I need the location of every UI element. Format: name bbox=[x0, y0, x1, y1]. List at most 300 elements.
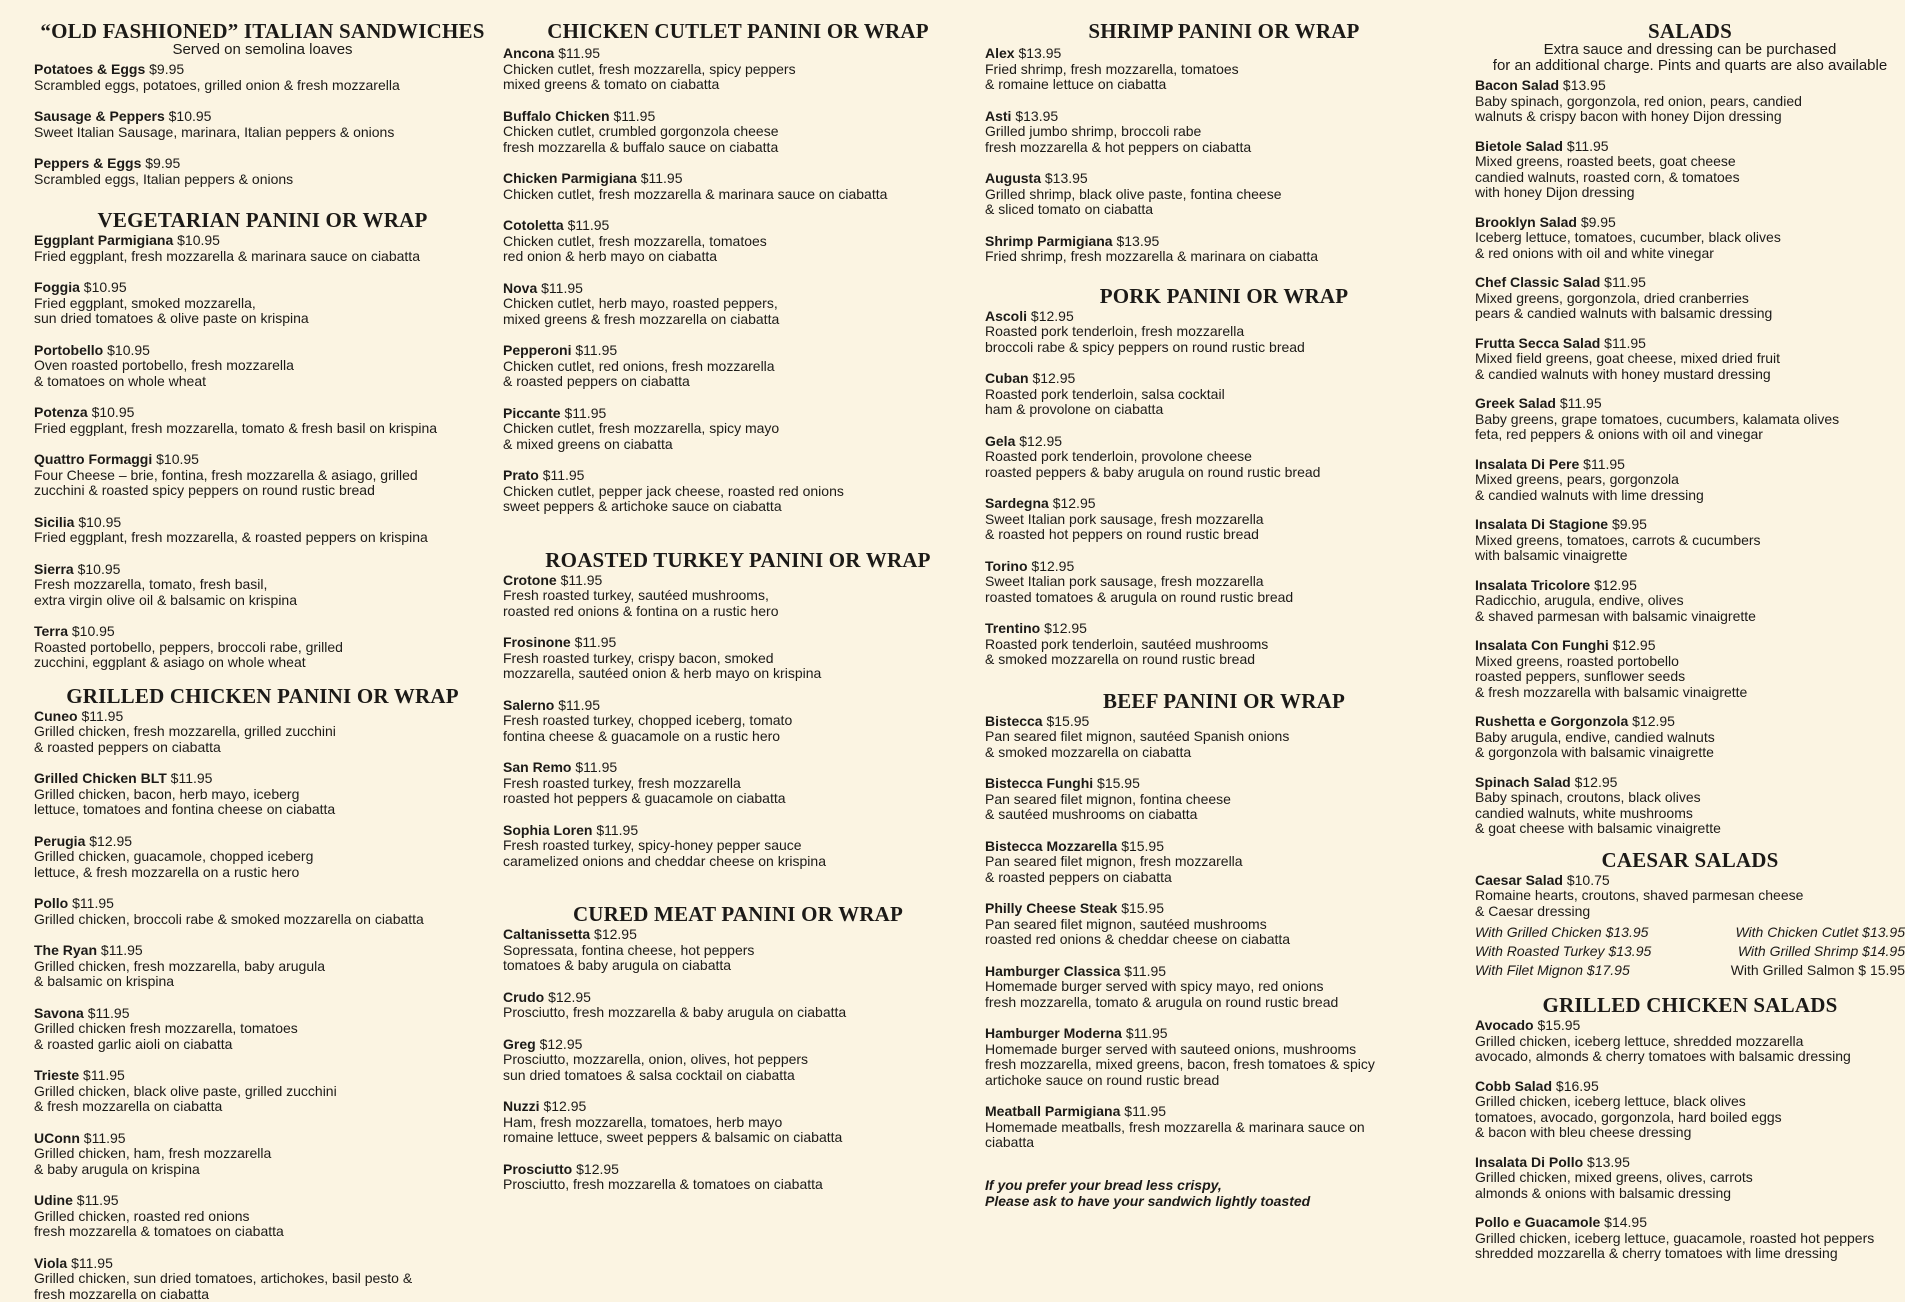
item-name: Crudo bbox=[503, 989, 544, 1005]
menu-item bbox=[503, 1099, 973, 1146]
item-name: Terra bbox=[34, 623, 68, 639]
menu-item bbox=[1475, 275, 1905, 322]
menu-item bbox=[34, 771, 491, 818]
menu-item bbox=[503, 343, 973, 390]
section-title: GRILLED CHICKEN PANINI OR WRAP bbox=[34, 685, 491, 707]
menu-item-header bbox=[503, 760, 973, 776]
item-price: $11.95 bbox=[1567, 138, 1609, 154]
item-price: $10.95 bbox=[78, 514, 121, 530]
menu-section bbox=[34, 20, 491, 187]
item-description: Prosciutto, mozzarella, onion, olives, hot peppers sun dried tomatoes & salsa cocktail on ciabatta bbox=[503, 1052, 973, 1083]
menu-item-header bbox=[1475, 1079, 1905, 1095]
menu-item-header bbox=[1475, 578, 1905, 594]
item-price: $9.95 bbox=[149, 61, 184, 77]
menu-item-header bbox=[34, 624, 491, 640]
item-description: Roasted pork tenderloin, provolone cheese roasted peppers & baby arugula on round rustic bread bbox=[985, 449, 1463, 480]
item-price: $12.95 bbox=[548, 989, 591, 1005]
item-price: $11.95 bbox=[171, 770, 213, 786]
item-description: Chicken cutlet, fresh mozzarella, spicy peppers mixed greens & tomato on ciabatta bbox=[503, 62, 973, 93]
addon-price: $13.95 bbox=[1606, 924, 1649, 940]
item-price: $11.95 bbox=[71, 1255, 113, 1271]
item-description: Sweet Italian Sausage, marinara, Italian peppers & onions bbox=[34, 125, 491, 141]
menu-item bbox=[985, 234, 1463, 265]
menu-item bbox=[1475, 578, 1905, 625]
menu-section bbox=[1475, 20, 1905, 837]
menu-section bbox=[34, 209, 491, 671]
menu-item bbox=[1475, 638, 1905, 700]
item-description: Fried eggplant, fresh mozzarella & marinara sauce on ciabatta bbox=[34, 249, 491, 265]
section-title: ROASTED TURKEY PANINI OR WRAP bbox=[503, 549, 973, 571]
menu-item-header bbox=[34, 343, 491, 359]
menu-item-header bbox=[34, 709, 491, 725]
menu-item bbox=[34, 1068, 491, 1115]
item-price: $11.95 bbox=[1560, 395, 1602, 411]
menu-item-header bbox=[1475, 1018, 1905, 1034]
menu-item bbox=[985, 171, 1463, 218]
item-description: Grilled chicken, fresh mozzarella, baby arugula & balsamic on krispina bbox=[34, 959, 491, 990]
menu-item-header bbox=[503, 698, 973, 714]
item-description: Mixed greens, pears, gorgonzola & candied walnuts with lime dressing bbox=[1475, 472, 1905, 503]
menu-item bbox=[1475, 1215, 1905, 1262]
item-price: $11.95 bbox=[77, 1192, 119, 1208]
item-price: $12.95 bbox=[594, 926, 637, 942]
addon-label: With Grilled Salmon bbox=[1731, 962, 1855, 978]
menu-item bbox=[503, 109, 973, 156]
item-description: Pan seared filet mignon, sautéed Spanish onions & smoked mozzarella on ciabatta bbox=[985, 729, 1463, 760]
item-price: $15.95 bbox=[1538, 1017, 1581, 1033]
addon-price: $13.95 bbox=[1608, 943, 1651, 959]
item-description: Homemade burger served with sauteed onions, mushrooms fresh mozzarella, mixed greens, bacon, fresh tomatoes & spicy artichoke sauce on round rustic bread bbox=[985, 1042, 1463, 1089]
item-name: Potenza bbox=[34, 404, 88, 420]
addon-label: With Grilled Chicken bbox=[1475, 924, 1602, 940]
menu-section bbox=[503, 549, 973, 870]
menu-item-header bbox=[503, 823, 973, 839]
menu-item-header bbox=[34, 62, 491, 78]
menu-section bbox=[503, 903, 973, 1193]
item-name: Cobb Salad bbox=[1475, 1078, 1552, 1094]
item-description: Roasted portobello, peppers, broccoli rabe, grilled zucchini, eggplant & asiago on whole wheat bbox=[34, 640, 491, 671]
item-price: $10.95 bbox=[84, 279, 127, 295]
item-name: Sausage & Peppers bbox=[34, 108, 165, 124]
item-description: Chicken cutlet, fresh mozzarella, spicy mayo & mixed greens on ciabatta bbox=[503, 421, 973, 452]
menu-item-header bbox=[985, 1026, 1463, 1042]
item-description: Roasted pork tenderloin, salsa cocktail ham & provolone on ciabatta bbox=[985, 387, 1463, 418]
menu-item bbox=[34, 1193, 491, 1240]
menu-item-header bbox=[985, 776, 1463, 792]
item-price: $12.95 bbox=[1031, 558, 1074, 574]
item-name: Piccante bbox=[503, 405, 561, 421]
menu-item bbox=[1475, 78, 1905, 125]
item-name: UConn bbox=[34, 1130, 80, 1146]
section-subtitle: Served on semolina loaves bbox=[34, 42, 491, 58]
item-name: Ascoli bbox=[985, 308, 1027, 324]
menu-item bbox=[985, 46, 1463, 93]
item-price: $12.95 bbox=[1019, 433, 1062, 449]
menu-item-header bbox=[1475, 336, 1905, 352]
item-price: $9.95 bbox=[1581, 214, 1616, 230]
menu-item-header bbox=[985, 714, 1463, 730]
item-price: $12.95 bbox=[1613, 637, 1656, 653]
menu-column-1 bbox=[34, 20, 491, 1302]
item-name: Insalata Tricolore bbox=[1475, 577, 1590, 593]
menu-item bbox=[1475, 714, 1905, 761]
item-description: Mixed field greens, goat cheese, mixed dried fruit & candied walnuts with honey mustard dressing bbox=[1475, 351, 1905, 382]
menu-item bbox=[985, 109, 1463, 156]
item-description: Grilled chicken, black olive paste, grilled zucchini & fresh mozzarella on ciabatta bbox=[34, 1084, 491, 1115]
item-description: Prosciutto, fresh mozzarella & tomatoes on ciabatta bbox=[503, 1177, 973, 1193]
menu-item bbox=[1475, 396, 1905, 443]
item-name: Shrimp Parmigiana bbox=[985, 233, 1113, 249]
item-description: Baby greens, grape tomatoes, cucumbers, kalamata olives feta, red peppers & onions with oil and vinegar bbox=[1475, 412, 1905, 443]
item-name: Pepperoni bbox=[503, 342, 571, 358]
menu-item-header bbox=[503, 171, 973, 187]
item-description: Pan seared filet mignon, fresh mozzarella & roasted peppers on ciabatta bbox=[985, 854, 1463, 885]
menu-item bbox=[985, 1026, 1463, 1088]
menu-item-header bbox=[503, 109, 973, 125]
item-name: Spinach Salad bbox=[1475, 774, 1571, 790]
item-description: Mixed greens, tomatoes, carrots & cucumbers with balsamic vinaigrette bbox=[1475, 533, 1905, 564]
item-description: Grilled chicken fresh mozzarella, tomatoes & roasted garlic aioli on ciabatta bbox=[34, 1021, 491, 1052]
addon-option bbox=[1475, 924, 1690, 940]
item-description: Grilled chicken, bacon, herb mayo, iceberg lettuce, tomatoes and fontina cheese on ciabatta bbox=[34, 787, 491, 818]
addon-label: With Grilled Shrimp bbox=[1738, 943, 1858, 959]
item-name: Nuzzi bbox=[503, 1098, 540, 1114]
menu-section bbox=[985, 20, 1463, 265]
menu-item bbox=[985, 964, 1463, 1011]
menu-item bbox=[503, 171, 973, 202]
menu-item bbox=[503, 406, 973, 453]
item-price: $10.75 bbox=[1567, 872, 1610, 888]
item-name: San Remo bbox=[503, 759, 571, 775]
item-name: Cuneo bbox=[34, 708, 78, 724]
item-name: Greek Salad bbox=[1475, 395, 1556, 411]
menu-column-2 bbox=[503, 20, 973, 1302]
item-price: $12.95 bbox=[576, 1161, 619, 1177]
item-name: Quattro Formaggi bbox=[34, 451, 152, 467]
item-name: Eggplant Parmigiana bbox=[34, 232, 173, 248]
menu-item bbox=[985, 559, 1463, 606]
item-name: Chicken Parmigiana bbox=[503, 170, 637, 186]
item-name: Caesar Salad bbox=[1475, 872, 1563, 888]
item-price: $12.95 bbox=[1575, 774, 1618, 790]
addon-price: $ 15.95 bbox=[1858, 962, 1905, 978]
menu-item-header bbox=[503, 46, 973, 62]
item-name: The Ryan bbox=[34, 942, 97, 958]
item-price: $11.95 bbox=[541, 280, 583, 296]
menu-item-header bbox=[34, 1006, 491, 1022]
item-description: Fried shrimp, fresh mozzarella, tomatoes & romaine lettuce on ciabatta bbox=[985, 62, 1463, 93]
menu-item-header bbox=[1475, 215, 1905, 231]
menu-item-header bbox=[503, 406, 973, 422]
menu-item-header bbox=[34, 1193, 491, 1209]
menu-item-header bbox=[1475, 396, 1905, 412]
section-title: GRILLED CHICKEN SALADS bbox=[1475, 994, 1905, 1016]
menu-item-header bbox=[503, 1037, 973, 1053]
menu-item-header bbox=[503, 343, 973, 359]
item-name: Trieste bbox=[34, 1067, 79, 1083]
menu-item-header bbox=[985, 309, 1463, 325]
menu-item-header bbox=[985, 621, 1463, 637]
item-price: $11.95 bbox=[84, 1130, 126, 1146]
menu-item bbox=[34, 405, 491, 436]
menu-item bbox=[34, 709, 491, 756]
item-description: Scrambled eggs, potatoes, grilled onion & fresh mozzarella bbox=[34, 78, 491, 94]
item-description: Fresh roasted turkey, spicy-honey pepper sauce caramelized onions and cheddar cheese on krispina bbox=[503, 838, 973, 869]
item-price: $12.95 bbox=[1032, 370, 1075, 386]
menu-item bbox=[1475, 215, 1905, 262]
item-name: Bistecca Funghi bbox=[985, 775, 1093, 791]
item-name: Brooklyn Salad bbox=[1475, 214, 1577, 230]
menu-item bbox=[1475, 336, 1905, 383]
menu-item bbox=[34, 1131, 491, 1178]
item-price: $10.95 bbox=[92, 404, 135, 420]
item-description: Fresh roasted turkey, chopped iceberg, tomato fontina cheese & guacamole on a rustic hero bbox=[503, 713, 973, 744]
item-price: $12.95 bbox=[89, 833, 132, 849]
item-price: $13.95 bbox=[1563, 77, 1606, 93]
addon-option bbox=[1475, 962, 1690, 978]
item-description: Chicken cutlet, pepper jack cheese, roasted red onions sweet peppers & artichoke sauce on ciabatta bbox=[503, 484, 973, 515]
item-description: Scrambled eggs, Italian peppers & onions bbox=[34, 172, 491, 188]
section-title: CAESAR SALADS bbox=[1475, 849, 1905, 871]
menu-item bbox=[34, 896, 491, 927]
item-price: $12.95 bbox=[1594, 577, 1637, 593]
bread-toasting-note: If you prefer your bread less crispy, Please ask to have your sandwich lightly toasted bbox=[985, 1177, 1463, 1209]
item-description: Mixed greens, roasted beets, goat cheese candied walnuts, roasted corn, & tomatoes with honey Dijon dressing bbox=[1475, 154, 1905, 201]
menu-column-4 bbox=[1475, 20, 1905, 1302]
item-name: Grilled Chicken BLT bbox=[34, 770, 167, 786]
item-price: $13.95 bbox=[1045, 170, 1088, 186]
menu-item-header bbox=[34, 896, 491, 912]
item-name: Insalata Di Pere bbox=[1475, 456, 1579, 472]
item-price: $13.95 bbox=[1587, 1154, 1630, 1170]
menu-item-header bbox=[985, 901, 1463, 917]
menu-item-header bbox=[985, 371, 1463, 387]
menu-item bbox=[1475, 1018, 1905, 1065]
menu-item bbox=[985, 621, 1463, 668]
item-description: Sopressata, fontina cheese, hot peppers tomatoes & baby arugula on ciabatta bbox=[503, 943, 973, 974]
item-name: Greg bbox=[503, 1036, 536, 1052]
item-description: Oven roasted portobello, fresh mozzarella & tomatoes on whole wheat bbox=[34, 358, 491, 389]
item-description: Fried eggplant, fresh mozzarella, & roasted peppers on krispina bbox=[34, 530, 491, 546]
menu-item bbox=[34, 233, 491, 264]
item-price: $12.95 bbox=[540, 1036, 583, 1052]
menu-section bbox=[1475, 994, 1905, 1262]
item-price: $14.95 bbox=[1604, 1214, 1647, 1230]
item-price: $11.95 bbox=[81, 708, 123, 724]
item-price: $15.95 bbox=[1121, 900, 1164, 916]
item-description: Fresh roasted turkey, fresh mozzarella roasted hot peppers & guacamole on ciabatta bbox=[503, 776, 973, 807]
item-description: Fresh mozzarella, tomato, fresh basil, extra virgin olive oil & balsamic on krispina bbox=[34, 577, 491, 608]
menu-item-header bbox=[503, 573, 973, 589]
menu-item bbox=[985, 901, 1463, 948]
item-name: Trentino bbox=[985, 620, 1040, 636]
item-price: $11.95 bbox=[1583, 456, 1625, 472]
item-price: $12.95 bbox=[1053, 495, 1096, 511]
addon-option bbox=[1690, 962, 1905, 978]
menu-item-header bbox=[503, 468, 973, 484]
menu-item-header bbox=[503, 218, 973, 234]
menu-item bbox=[1475, 1155, 1905, 1202]
item-name: Sophia Loren bbox=[503, 822, 592, 838]
menu-item-header bbox=[1475, 1155, 1905, 1171]
addon-price: $13.95 bbox=[1862, 924, 1905, 940]
item-description: Chicken cutlet, red onions, fresh mozzarella & roasted peppers on ciabatta bbox=[503, 359, 973, 390]
menu-item bbox=[1475, 873, 1905, 920]
item-price: $9.95 bbox=[145, 155, 180, 171]
menu-item-header bbox=[34, 771, 491, 787]
menu-item bbox=[985, 371, 1463, 418]
item-description: Grilled chicken, ham, fresh mozzarella & baby arugula on krispina bbox=[34, 1146, 491, 1177]
menu-item-header bbox=[34, 1068, 491, 1084]
section-title: SHRIMP PANINI OR WRAP bbox=[985, 20, 1463, 42]
menu-item-header bbox=[34, 515, 491, 531]
item-name: Augusta bbox=[985, 170, 1041, 186]
menu-item-header bbox=[985, 109, 1463, 125]
item-description: Sweet Italian pork sausage, fresh mozzarella roasted tomatoes & arugula on round rustic bread bbox=[985, 574, 1463, 605]
item-price: $11.95 bbox=[101, 942, 143, 958]
addon-price: $17.95 bbox=[1587, 962, 1630, 978]
item-price: $13.95 bbox=[1018, 45, 1061, 61]
item-description: Chicken cutlet, fresh mozzarella, tomatoes red onion & herb mayo on ciabatta bbox=[503, 234, 973, 265]
menu-item bbox=[1475, 517, 1905, 564]
item-description: Fried eggplant, smoked mozzarella, sun dried tomatoes & olive paste on krispina bbox=[34, 296, 491, 327]
item-price: $11.95 bbox=[1126, 1025, 1168, 1041]
item-name: Savona bbox=[34, 1005, 84, 1021]
addon-option bbox=[1475, 943, 1690, 959]
menu-item-header bbox=[503, 990, 973, 1006]
menu-item bbox=[34, 62, 491, 93]
item-name: Pollo e Guacamole bbox=[1475, 1214, 1600, 1230]
item-name: Bistecca Mozzarella bbox=[985, 838, 1117, 854]
item-price: $10.95 bbox=[107, 342, 150, 358]
item-price: $12.95 bbox=[1031, 308, 1074, 324]
caesar-addons bbox=[1475, 924, 1905, 978]
menu-item bbox=[985, 309, 1463, 356]
menu-column-3 bbox=[985, 20, 1463, 1302]
item-name: Bietole Salad bbox=[1475, 138, 1563, 154]
item-name: Insalata Di Stagione bbox=[1475, 516, 1608, 532]
item-description: Mixed greens, roasted portobello roasted peppers, sunflower seeds & fresh mozzarella with balsamic vinaigrette bbox=[1475, 654, 1905, 701]
menu-item bbox=[1475, 775, 1905, 837]
item-name: Pollo bbox=[34, 895, 68, 911]
item-price: $10.95 bbox=[169, 108, 212, 124]
menu-item-header bbox=[1475, 714, 1905, 730]
menu-item-header bbox=[34, 280, 491, 296]
menu-item bbox=[1475, 457, 1905, 504]
menu-item bbox=[503, 218, 973, 265]
item-name: Foggia bbox=[34, 279, 80, 295]
menu-item-header bbox=[34, 1256, 491, 1272]
item-name: Insalata Con Funghi bbox=[1475, 637, 1609, 653]
menu-section bbox=[34, 685, 491, 1302]
menu-item bbox=[34, 943, 491, 990]
item-price: $13.95 bbox=[1015, 108, 1058, 124]
menu-item-header bbox=[34, 943, 491, 959]
menu-item-header bbox=[1475, 275, 1905, 291]
item-price: $12.95 bbox=[1044, 620, 1087, 636]
menu-item bbox=[503, 573, 973, 620]
item-description: Ham, fresh mozzarella, tomatoes, herb mayo romaine lettuce, sweet peppers & balsamic on ciabatta bbox=[503, 1115, 973, 1146]
item-description: Grilled chicken, iceberg lettuce, shredded mozzarella avocado, almonds & cherry tomatoes with balsamic dressing bbox=[1475, 1034, 1905, 1065]
item-name: Cotoletta bbox=[503, 217, 564, 233]
item-price: $12.95 bbox=[543, 1098, 586, 1114]
item-name: Bistecca bbox=[985, 713, 1043, 729]
menu-item bbox=[1475, 139, 1905, 201]
item-name: Frosinone bbox=[503, 634, 571, 650]
item-name: Prosciutto bbox=[503, 1161, 572, 1177]
menu-item-header bbox=[34, 233, 491, 249]
menu-item-header bbox=[985, 964, 1463, 980]
menu-item-header bbox=[985, 234, 1463, 250]
menu-section bbox=[985, 285, 1463, 668]
menu-item-header bbox=[985, 496, 1463, 512]
item-description: Romaine hearts, croutons, shaved parmesan cheese & Caesar dressing bbox=[1475, 888, 1905, 919]
section-title: SALADS bbox=[1475, 20, 1905, 42]
item-description: Mixed greens, gorgonzola, dried cranberries pears & candied walnuts with balsamic dressing bbox=[1475, 291, 1905, 322]
item-name: Viola bbox=[34, 1255, 67, 1271]
menu-item bbox=[503, 46, 973, 93]
item-name: Meatball Parmigiana bbox=[985, 1103, 1120, 1119]
item-name: Sicilia bbox=[34, 514, 74, 530]
item-description: Grilled chicken, iceberg lettuce, black olives tomatoes, avocado, gorgonzola, hard boiled eggs & bacon with bleu cheese dressing bbox=[1475, 1094, 1905, 1141]
menu-item-header bbox=[34, 156, 491, 172]
item-description: Grilled chicken, fresh mozzarella, grilled zucchini & roasted peppers on ciabatta bbox=[34, 724, 491, 755]
item-description: Fried eggplant, fresh mozzarella, tomato & fresh basil on krispina bbox=[34, 421, 491, 437]
item-description: Baby arugula, endive, candied walnuts & gorgonzola with balsamic vinaigrette bbox=[1475, 730, 1905, 761]
menu-item-header bbox=[985, 46, 1463, 62]
item-description: Grilled shrimp, black olive paste, fontina cheese & sliced tomato on ciabatta bbox=[985, 187, 1463, 218]
item-description: Baby spinach, gorgonzola, red onion, pears, candied walnuts & crispy bacon with honey Dijon dressing bbox=[1475, 94, 1905, 125]
menu-item bbox=[985, 776, 1463, 823]
item-price: $11.95 bbox=[568, 217, 610, 233]
section-title: VEGETARIAN PANINI OR WRAP bbox=[34, 209, 491, 231]
menu-item bbox=[503, 635, 973, 682]
item-price: $11.95 bbox=[575, 634, 617, 650]
menu-item-header bbox=[1475, 638, 1905, 654]
item-description: Radicchio, arugula, endive, olives & shaved parmesan with balsamic vinaigrette bbox=[1475, 593, 1905, 624]
item-description: Fresh roasted turkey, crispy bacon, smoked mozzarella, sautéed onion & herb mayo on krispina bbox=[503, 651, 973, 682]
menu-item bbox=[503, 823, 973, 870]
item-name: Gela bbox=[985, 433, 1015, 449]
item-name: Potatoes & Eggs bbox=[34, 61, 145, 77]
item-name: Buffalo Chicken bbox=[503, 108, 610, 124]
item-description: Homemade burger served with spicy mayo, red onions fresh mozzarella, tomato & arugula on round rustic bread bbox=[985, 979, 1463, 1010]
item-price: $11.95 bbox=[641, 170, 683, 186]
item-price: $12.95 bbox=[1632, 713, 1675, 729]
menu-item-header bbox=[1475, 139, 1905, 155]
section-title: CURED MEAT PANINI OR WRAP bbox=[503, 903, 973, 925]
item-name: Avocado bbox=[1475, 1017, 1534, 1033]
menu-item bbox=[34, 1256, 491, 1302]
item-description: Pan seared filet mignon, fontina cheese & sautéed mushrooms on ciabatta bbox=[985, 792, 1463, 823]
menu-item bbox=[34, 156, 491, 187]
menu-item bbox=[503, 1162, 973, 1193]
menu-item bbox=[34, 280, 491, 327]
addon-label: With Roasted Turkey bbox=[1475, 943, 1605, 959]
menu-item bbox=[503, 698, 973, 745]
addon-option bbox=[1690, 924, 1905, 940]
menu-item-header bbox=[503, 927, 973, 943]
item-name: Sardegna bbox=[985, 495, 1049, 511]
item-price: $11.95 bbox=[564, 405, 606, 421]
menu-item-header bbox=[503, 635, 973, 651]
menu-item-header bbox=[34, 562, 491, 578]
menu-item-header bbox=[985, 171, 1463, 187]
item-price: $15.95 bbox=[1097, 775, 1140, 791]
item-description: Iceberg lettuce, tomatoes, cucumber, black olives & red onions with oil and white vinegar bbox=[1475, 230, 1905, 261]
item-description: Grilled chicken, roasted red onions fresh mozzarella & tomatoes on ciabatta bbox=[34, 1209, 491, 1240]
menu-item-header bbox=[1475, 78, 1905, 94]
